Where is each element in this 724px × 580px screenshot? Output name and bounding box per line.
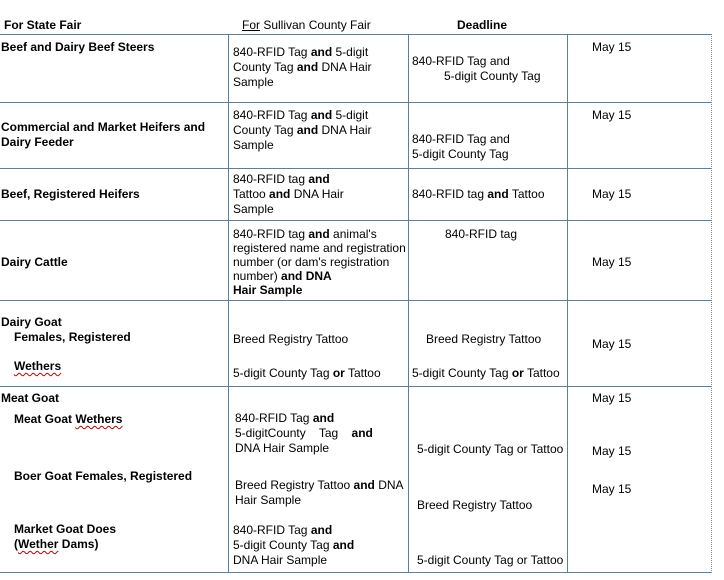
row-divider: [0, 168, 712, 169]
column-divider: [408, 34, 409, 573]
county-req-boer-goat: Breed Registry Tattoo: [417, 498, 533, 512]
header-county-fair: [242, 18, 371, 33]
deadline-boer-goat: May 15: [592, 482, 632, 496]
county-req-market-goat-does: 5-digit County Tag or Tattoo: [417, 553, 564, 567]
row-divider: [0, 102, 712, 103]
deadline-steers: May 15: [592, 40, 632, 54]
state-req-heifers: 840-RFID Tag and 5-digit County Tag and DNA Hair Sample: [233, 108, 372, 152]
state-req-steers: 840-RFID Tag and 5-digit County Tag and DNA Hair Sample: [233, 45, 372, 89]
county-req-heifers: 840-RFID Tag and 5-digit County Tag: [412, 132, 510, 161]
row-label-dairy-goat: Dairy Goat: [1, 315, 62, 329]
state-req-dairy-cattle: 840-RFID tag and animal's registered name and registration number (or dam's registration number) and DNA Hair Sample: [233, 227, 406, 297]
row-label-beef-registered: Beef, Registered Heifers: [1, 187, 140, 201]
row-sublabel-meat-goat-wethers: Meat Goat Wethers: [14, 412, 123, 426]
deadline-dairy-goat: May 15: [592, 337, 632, 351]
state-req-dairy-goat-wethers: 5-digit County Tag or Tattoo: [233, 366, 381, 380]
row-label-steers: Beef and Dairy Beef Steers: [1, 40, 155, 54]
state-req-market-goat-does: 840-RFID Tag and 5-digit County Tag and DNA Hair Sample: [233, 523, 355, 567]
state-req-dairy-goat-females: Breed Registry Tattoo: [233, 332, 349, 346]
county-req-dairy-goat-females: Breed Registry Tattoo: [426, 332, 542, 346]
header-county-for: For: [242, 18, 260, 32]
column-divider: [567, 34, 568, 573]
row-divider: [0, 572, 712, 573]
row-label-dairy-cattle: Dairy Cattle: [1, 255, 68, 269]
state-req-meat-goat-wethers: 840-RFID Tag and 5-digitCounty Tag and DNA Hair Sample: [235, 411, 373, 455]
header-state-fair: For State Fair: [4, 18, 82, 32]
row-sublabel-market-goat-does: Market Goat Does (Wether Dams): [14, 522, 117, 551]
row-divider: [0, 220, 712, 221]
row-divider: [0, 34, 712, 35]
header-deadline: Deadline: [457, 18, 508, 32]
row-divider: [0, 300, 712, 301]
county-req-dairy-goat-wethers: 5-digit County Tag or Tattoo: [412, 366, 560, 380]
state-req-beef-registered: 840-RFID tag and Tattoo and DNA Hair Sample: [233, 172, 344, 216]
column-divider: [228, 34, 229, 573]
state-req-boer-goat: Breed Registry Tattoo and DNA Hair Sample: [235, 478, 404, 507]
deadline-meat-goat: May 15: [592, 391, 632, 405]
row-label-heifers: Commercial and Market Heifers and Dairy Feeder: [1, 120, 206, 149]
row-sublabel-dairy-goat-females: Females, Registered: [14, 330, 131, 344]
deadline-meat-goat-wethers: May 15: [592, 444, 632, 458]
deadline-heifers: May 15: [592, 108, 632, 122]
row-sublabel-dairy-goat-wethers: Wethers: [14, 359, 62, 373]
header-county-rest: Sullivan County Fair: [260, 18, 371, 32]
deadline-beef-registered: May 15: [592, 187, 632, 201]
county-req-steers: 840-RFID Tag and 5-digit County Tag: [412, 54, 541, 83]
deadline-dairy-cattle: May 15: [592, 255, 632, 269]
county-req-dairy-cattle: 840-RFID tag: [445, 227, 518, 241]
row-label-meat-goat: Meat Goat: [1, 391, 60, 405]
county-req-meat-goat-wethers: 5-digit County Tag or Tattoo: [417, 442, 564, 456]
county-req-beef-registered: 840-RFID tag and Tattoo: [412, 187, 545, 201]
row-divider: [0, 386, 712, 387]
row-sublabel-boer-goat: Boer Goat Females, Registered: [14, 469, 193, 483]
table-edge: [711, 34, 712, 573]
